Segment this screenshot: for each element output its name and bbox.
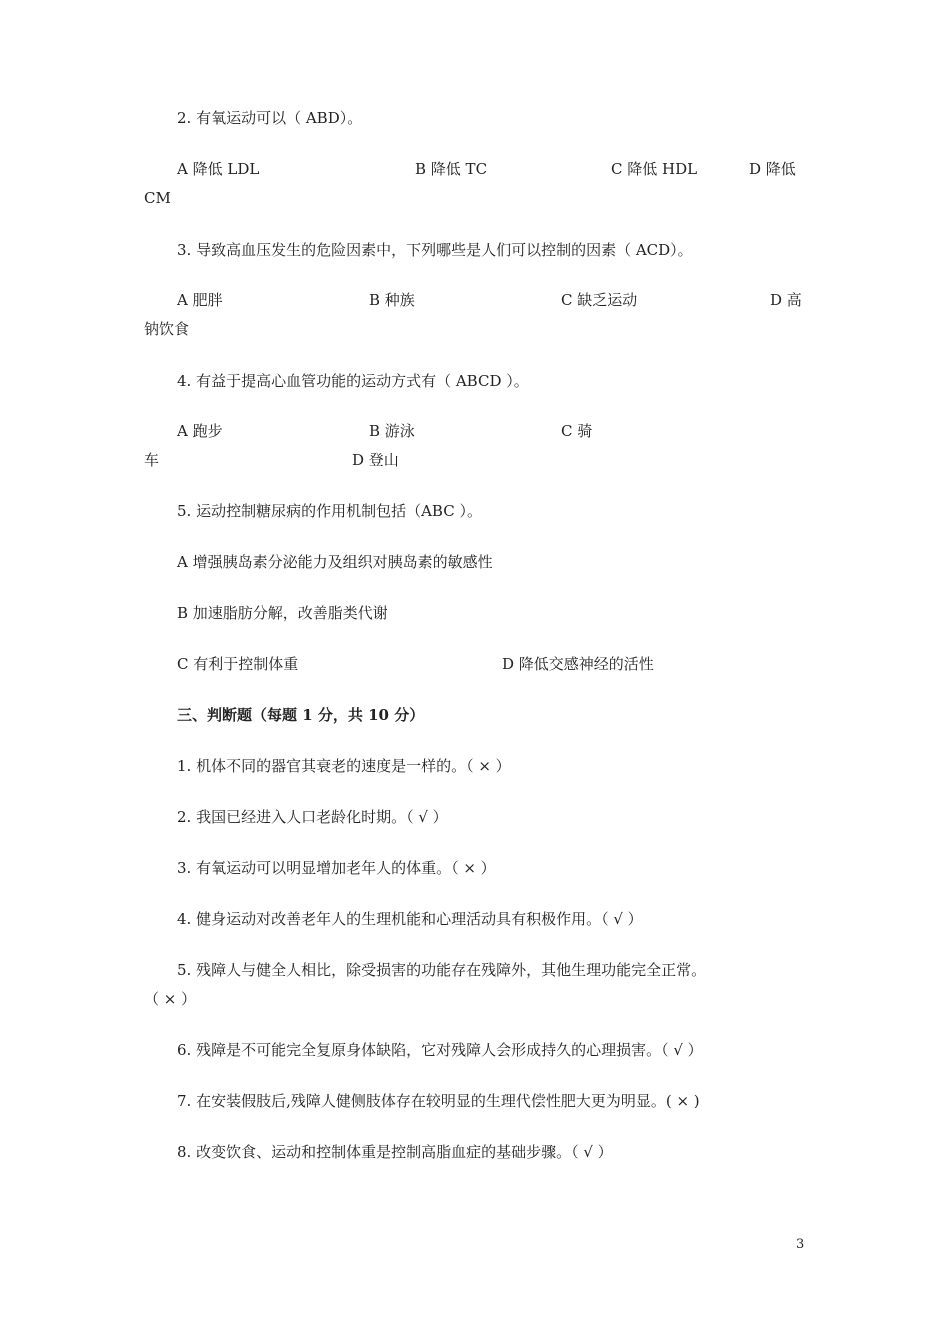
tf-q2: 2. 我国已经进入人口老龄化时期。（ √ ） — [177, 808, 448, 826]
mc-q3-option-c: C 缺乏运动 — [561, 291, 638, 309]
mc-q3-stem: 3. 导致高血压发生的危险因素中，下列哪些是人们可以控制的因素（ ACD）。 — [177, 241, 693, 259]
mc-q2-option-d-cont: CM — [144, 189, 171, 207]
mc-q2-option-c: C 降低 HDL — [611, 160, 698, 178]
mc-q2-option-a: A 降低 LDL — [177, 160, 260, 178]
mc-q4-stem: 4. 有益于提高心血管功能的运动方式有（ ABCD ）。 — [177, 372, 529, 390]
mc-q4-option-c-cont: 车 — [144, 451, 160, 469]
tf-q4: 4. 健身运动对改善老年人的生理机能和心理活动具有积极作用。（ √ ） — [177, 910, 643, 928]
mc-q5-option-c: C 有利于控制体重 — [177, 655, 299, 673]
mc-q2-stem: 2. 有氧运动可以（ ABD）。 — [177, 109, 363, 127]
mc-q4-option-b: B 游泳 — [369, 422, 415, 440]
page-number: 3 — [796, 1237, 805, 1252]
mc-q3-option-d-cont: 钠饮食 — [144, 320, 190, 338]
mc-q4-option-d: D 登山 — [352, 451, 399, 469]
mc-q5-option-a: A 增强胰岛素分泌能力及组织对胰岛素的敏感性 — [177, 553, 493, 571]
mc-q3-option-b: B 种族 — [369, 291, 415, 309]
tf-q6: 6. 残障是不可能完全复原身体缺陷，它对残障人会形成持久的心理损害。（ √ ） — [177, 1041, 703, 1059]
mc-q2-option-b: B 降低 TC — [415, 160, 488, 178]
tf-q1: 1. 机体不同的器官其衰老的速度是一样的。（ × ） — [177, 757, 511, 775]
tf-q8: 8. 改变饮食、运动和控制体重是控制高脂血症的基础步骤。（ √ ） — [177, 1143, 613, 1161]
mc-q5-option-b: B 加速脂肪分解，改善脂类代谢 — [177, 604, 388, 622]
tf-q3: 3. 有氧运动可以明显增加老年人的体重。（ × ） — [177, 859, 496, 877]
mc-q3-option-d: D 高 — [770, 291, 802, 309]
tf-q5-answer: （ × ） — [144, 990, 197, 1008]
mc-q5-stem: 5. 运动控制糖尿病的作用机制包括（ABC ）。 — [177, 502, 482, 520]
mc-q4-option-c: C 骑 — [561, 422, 593, 440]
section-heading-true-false: 三、判断题（每题 1 分，共 10 分） — [177, 706, 425, 724]
tf-q7: 7. 在安装假肢后,残障人健侧肢体存在较明显的生理代偿性肥大更为明显。( × ) — [177, 1092, 700, 1110]
mc-q4-option-a: A 跑步 — [177, 422, 223, 440]
mc-q3-option-a: A 肥胖 — [177, 291, 223, 309]
mc-q5-option-d: D 降低交感神经的活性 — [502, 655, 654, 673]
tf-q5: 5. 残障人与健全人相比，除受损害的功能存在残障外，其他生理功能完全正常。 — [177, 961, 707, 979]
mc-q2-option-d: D 降低 — [749, 160, 796, 178]
